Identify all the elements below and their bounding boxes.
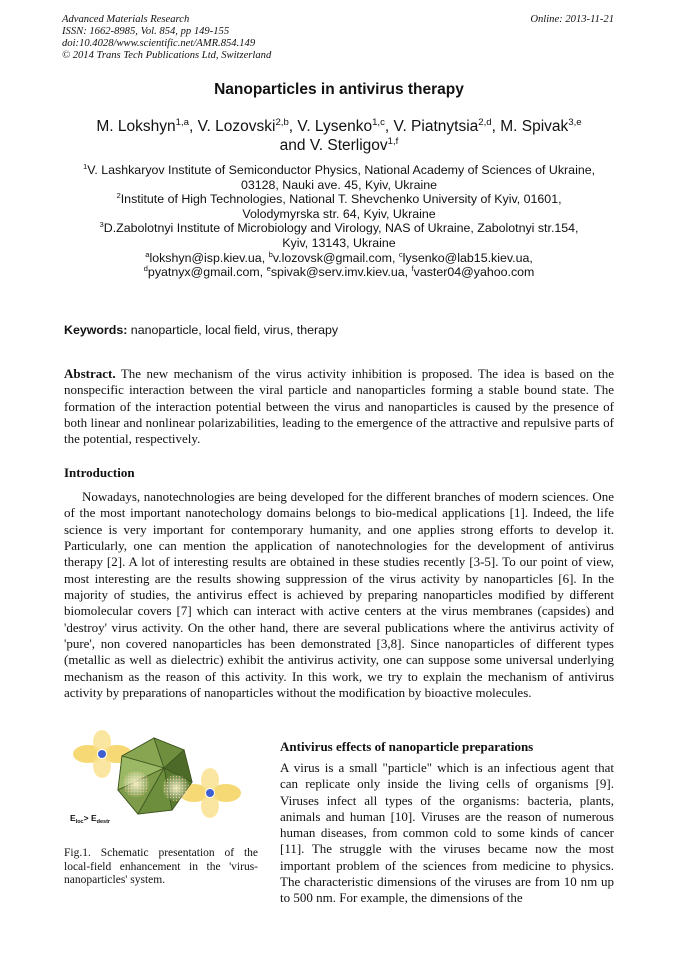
journal-name: Advanced Materials Research [62, 14, 190, 25]
email-line-1: $^a$lokshyn@isp.kiev.ua, $^b$v.lozovsk@gmail.com, $^c$lysenko@lab15.kiev.ua, [145, 249, 533, 265]
doi-line: doi:10.4028/www.scientific.net/AMR.854.149 [62, 38, 256, 49]
figure-1 [64, 730, 259, 830]
abstract [64, 366, 614, 447]
affiliation-3: $^3$D.Zabolotnyi Institute of Microbiology and Virology, NAS of Ukraine, Zabolotnyi str.154, Kyiv, 13143, Ukraine [99, 220, 579, 250]
introduction-text: Nowadays, nanotechnologies are being developed for the different branches of modern sciences. One of the most important nanotechology domains belongs to bio-medical applications [1]. Indeed, the life science is very important for contemporary humanity, and one applies strong efforts to develop it. Particularly, one can mention the application of nanotechnologies for the development of antivirus therapy [2]. A lot of interesting results are obtained in these studies recently [3-5]. To our point of view, most interesting are the results showing suppression of the virus activity by nanoparticles [6]. In the majority of studies, the antivirus effect is achieved by preparing nanoparticles modified by different biomolecular covers [7] which can interact with active centers at the virus membranes (capsides) and 'destroy' virus activity. On the other hand, there are several publications where the antivirus activity of 'pure', non covered nanoparticles has been demonstrated [3,8]. Since nanoparticles of different types (metallic as well as dielectric) exhibit the antivirus activity, one can suppose some universal underlying mechanism as the reason of this activity. In this work, we try to explain the mechanism of antivirus activity by preparations of nanoparticles without the modification by bioactive molecules. [64, 489, 614, 701]
author-2: V. Lozovski$^{2,b}$, [197, 116, 298, 135]
online-date: Online: 2013-11-21 [530, 14, 614, 25]
email-line-2: $^d$pyatnyx@gmail.com, $^e$spivak@serv.imv.kiev.ua, $^f$vaster04@yahoo.com [143, 264, 535, 280]
virus-nanoparticle-illustration [64, 730, 259, 830]
author-list [64, 117, 614, 155]
section-text-antivirus-effects: A virus is a small "particle" which is an infectious agent that can replicate only inside the living cells of organisms [9]. Viruses infect all types of the organisms: bacteria, plants, animals and human [10]. Viruses are the reason of numerous human diseases, from common cold to some kinds of cancer [11]. The struggle with the viruses became now the most important problem of the sciences from medicine to physics. The characteristic dimensions of the viruses are from 10 nm up to 500 nm. For example, the dimensions of the [280, 760, 614, 906]
affiliation-2: $^2$Institute of High Technologies, National T. Shevchenko University of Kyiv, 01601, Volodymyrska str. 64, Kyiv, Ukraine [116, 191, 562, 221]
affiliation-1: $^1$V. Lashkaryov Institute of Semiconductor Physics, National Academy of Sciences of Ukraine, 03128, Nauki ave. 45, Kyiv, Ukraine [82, 161, 596, 192]
keywords-text: nanoparticle, local field, virus, therapy [127, 323, 339, 337]
abstract-text: The new mechanism of the virus activity inhibition is proposed. The idea is based on the nonspecific interaction between the viral particle and nanoparticles forming a stable bound state. The formation of the interaction potential between the virus and nanoparticles is caused by the presence of both linear and nonlinear polarizabilities, leading to the emergence of the attractive and repulsive parts of the potential, respectively. [64, 366, 614, 447]
email-link[interactable]: v.lozovsk@gmail.com [272, 250, 392, 265]
nanoparticle-right [206, 789, 215, 798]
author-5: M. Spivak$^{3,e}$ [500, 116, 582, 135]
nanoparticle-left [98, 750, 107, 759]
affiliations [64, 163, 614, 280]
issn-line: ISSN: 1662-8985, Vol. 854, pp 149-155 [62, 26, 230, 37]
keywords-label: Keywords: [64, 323, 128, 337]
figure-caption: Fig.1. Schematic presentation of the local-field enhancement in the 'virus-nanoparticles' system. [64, 847, 258, 886]
section-heading-antivirus-effects: Antivirus effects of nanoparticle preparations [280, 739, 534, 754]
keywords [64, 323, 338, 337]
field-label: $E_{loc}> E_{destr}$ [70, 813, 111, 825]
email-link[interactable]: lysenko@lab15.kiev.ua, [402, 250, 533, 265]
email-link[interactable]: spivak@serv.imv.kiev.ua [270, 265, 405, 280]
email-link[interactable]: pyatnyx@gmail.com [147, 265, 260, 280]
author-6: and V. Sterligov$^{1,f}$ [279, 135, 399, 154]
author-3: V. Lysenko$^{1,c}$, [297, 116, 394, 135]
author-4: V. Piatnytsia$^{2,d}$, [393, 116, 501, 135]
email-link[interactable]: lokshyn@isp.kiev.ua [149, 250, 262, 265]
copyright-line: © 2014 Trans Tech Publications Ltd, Switzerland [62, 50, 272, 61]
abstract-label: Abstract. [64, 366, 116, 381]
paper-title: Nanoparticles in antivirus therapy [214, 81, 464, 98]
email-link[interactable]: vaster04@yahoo.com [413, 265, 535, 280]
introduction-heading: Introduction [64, 465, 135, 480]
author-1: M. Lokshyn$^{1,a}$, [96, 116, 198, 135]
running-header [62, 14, 271, 62]
